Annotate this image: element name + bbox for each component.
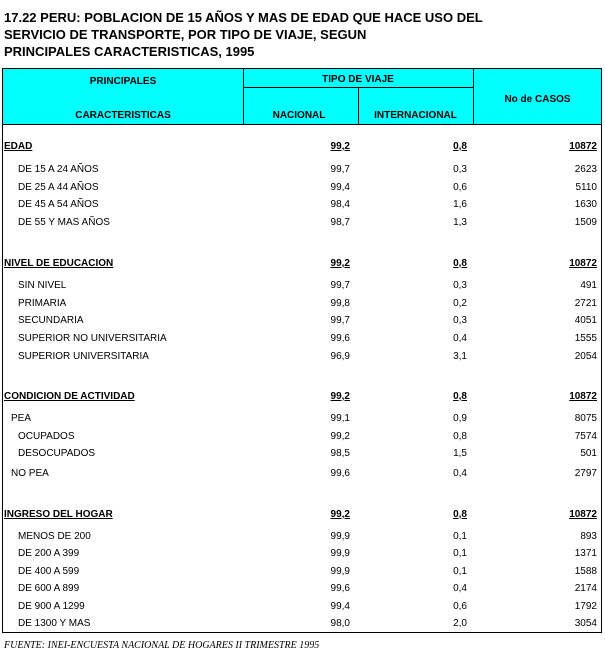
nacional-value: 99,7 <box>330 164 350 175</box>
internacional-value: 0,9 <box>453 413 467 424</box>
row-label: SUPERIOR NO UNIVERSITARIA <box>18 333 167 344</box>
casos-value: 10872 <box>569 141 597 152</box>
nacional-value: 99,6 <box>330 583 350 594</box>
casos-value: 1588 <box>574 566 597 577</box>
table-title <box>4 9 564 60</box>
section-header-row <box>3 255 601 272</box>
casos-value: 893 <box>580 531 597 542</box>
row-label: EDAD <box>4 141 33 152</box>
internacional-value: 1,3 <box>453 217 467 228</box>
row-label: NO PEA <box>11 468 49 479</box>
internacional-value: 0,1 <box>453 566 467 577</box>
table-row <box>3 179 601 196</box>
nacional-value: 99,2 <box>330 509 350 520</box>
internacional-value: 3,1 <box>453 351 467 362</box>
nacional-value: 99,2 <box>330 141 350 152</box>
table-row <box>3 545 601 562</box>
nacional-value: 98,4 <box>330 199 350 210</box>
nacional-value: 98,5 <box>330 448 350 459</box>
table-row <box>3 277 601 294</box>
row-label: DE 600 A 899 <box>18 583 80 594</box>
casos-value: 10872 <box>569 258 597 269</box>
casos-value: 2623 <box>574 164 597 175</box>
internacional-value: 0,2 <box>453 298 467 309</box>
table-row <box>3 295 601 312</box>
row-label: DE 400 A 599 <box>18 566 80 577</box>
internacional-value: 0,1 <box>453 531 467 542</box>
row-label: CONDICION DE ACTIVIDAD <box>4 391 135 402</box>
casos-value: 1509 <box>574 217 597 228</box>
row-label: DE 45 A 54 AÑOS <box>18 199 99 210</box>
title-line-1: 17.22 PERU: POBLACION DE 15 AÑOS Y MAS DE EDAD QUE HACE USO DEL <box>4 10 483 25</box>
row-label: DE 55 Y MAS AÑOS <box>18 217 110 228</box>
table-row <box>3 528 601 545</box>
row-label: DE 200 A 399 <box>18 548 80 559</box>
casos-value: 10872 <box>569 509 597 520</box>
nacional-value: 99,9 <box>330 531 350 542</box>
casos-value: 2174 <box>574 583 597 594</box>
nacional-value: 99,9 <box>330 548 350 559</box>
header-internacional: INTERNACIONAL <box>374 110 457 121</box>
row-label: NIVEL DE EDUCACION <box>4 258 114 269</box>
row-label: DE 1300 Y MAS <box>18 618 91 629</box>
table-row <box>3 598 601 615</box>
casos-value: 1371 <box>574 548 597 559</box>
nacional-value: 99,6 <box>330 333 350 344</box>
casos-value: 2797 <box>574 468 597 479</box>
internacional-value: 0,8 <box>453 141 467 152</box>
internacional-value: 0,6 <box>453 601 467 612</box>
internacional-value: 0,6 <box>453 182 467 193</box>
nacional-value: 99,8 <box>330 298 350 309</box>
casos-value: 8075 <box>574 413 597 424</box>
casos-value: 5110 <box>575 182 597 193</box>
casos-value: 501 <box>580 448 597 459</box>
row-label: OCUPADOS <box>18 431 75 442</box>
row-label: SUPERIOR UNIVERSITARIA <box>18 351 149 362</box>
table-row <box>3 615 601 632</box>
casos-value: 7574 <box>574 431 597 442</box>
table-row <box>3 161 601 178</box>
nacional-value: 99,1 <box>330 413 350 424</box>
nacional-value: 99,9 <box>330 566 350 577</box>
casos-value: 2721 <box>574 298 597 309</box>
section-header-row <box>3 506 601 523</box>
header-principales: PRINCIPALES <box>89 76 157 87</box>
casos-value: 1792 <box>574 601 597 612</box>
internacional-value: 0,8 <box>453 431 467 442</box>
internacional-value: 0,4 <box>453 468 467 479</box>
casos-value: 491 <box>580 280 597 291</box>
header-no-de-casos: No de CASOS <box>504 94 571 105</box>
table-row <box>3 445 601 462</box>
table-row <box>3 330 601 347</box>
header-divider <box>358 88 359 124</box>
table-row <box>3 348 601 365</box>
internacional-value: 0,3 <box>453 164 467 175</box>
nacional-value: 99,6 <box>330 468 350 479</box>
table-row <box>3 410 601 427</box>
row-label: SIN NIVEL <box>18 280 67 291</box>
casos-value: 4051 <box>574 315 597 326</box>
nacional-value: 98,0 <box>330 618 350 629</box>
table-row <box>3 428 601 445</box>
title-line-3: PRINCIPALES CARACTERISTICAS, 1995 <box>4 44 255 59</box>
section-header-row <box>3 138 601 155</box>
table-row <box>3 312 601 329</box>
internacional-value: 0,8 <box>453 258 467 269</box>
internacional-value: 1,5 <box>453 448 467 459</box>
internacional-value: 0,1 <box>453 548 467 559</box>
section-header-row <box>3 388 601 405</box>
nacional-value: 99,4 <box>330 182 350 193</box>
header-caracteristicas: CARACTERISTICAS <box>75 110 171 121</box>
internacional-value: 0,8 <box>453 509 467 520</box>
header-divider <box>473 69 474 124</box>
table-row <box>3 465 601 482</box>
source-note: FUENTE: INEI-ENCUESTA NACIONAL DE HOGARES II TRIMESTRE 1995 <box>4 640 320 651</box>
casos-value: 1630 <box>574 199 597 210</box>
casos-value: 1555 <box>574 333 597 344</box>
casos-value: 2054 <box>574 351 597 362</box>
casos-value: 10872 <box>569 391 597 402</box>
internacional-value: 1,6 <box>453 199 467 210</box>
row-label: DE 25 A 44 AÑOS <box>18 182 99 193</box>
table-row <box>3 196 601 213</box>
header-tipo-de-viaje: TIPO DE VIAJE <box>322 74 394 85</box>
nacional-value: 99,2 <box>330 258 350 269</box>
row-label: INGRESO DEL HOGAR <box>4 509 113 520</box>
casos-value: 3054 <box>574 618 597 629</box>
row-label: DESOCUPADOS <box>18 448 96 459</box>
row-label: MENOS DE 200 <box>18 531 91 542</box>
header-nacional: NACIONAL <box>272 110 326 121</box>
internacional-value: 0,3 <box>453 315 467 326</box>
nacional-value: 99,2 <box>330 391 350 402</box>
header-divider <box>243 87 473 88</box>
table-header <box>3 69 601 125</box>
statistics-table <box>2 68 602 633</box>
row-label: PRIMARIA <box>18 298 67 309</box>
internacional-value: 0,4 <box>453 583 467 594</box>
nacional-value: 99,7 <box>330 315 350 326</box>
nacional-value: 99,4 <box>330 601 350 612</box>
row-label: PEA <box>11 413 32 424</box>
row-label: DE 15 A 24 AÑOS <box>18 164 99 175</box>
table-row <box>3 563 601 580</box>
row-label: DE 900 A 1299 <box>18 601 85 612</box>
internacional-value: 2,0 <box>453 618 467 629</box>
internacional-value: 0,3 <box>453 280 467 291</box>
title-line-2: SERVICIO DE TRANSPORTE, POR TIPO DE VIAJE, SEGUN <box>4 27 367 42</box>
row-label: SECUNDARIA <box>18 315 84 326</box>
header-divider <box>243 69 244 124</box>
nacional-value: 99,7 <box>330 280 350 291</box>
nacional-value: 98,7 <box>330 217 350 228</box>
nacional-value: 99,2 <box>330 431 350 442</box>
internacional-value: 0,4 <box>453 333 467 344</box>
internacional-value: 0,8 <box>453 391 467 402</box>
table-row <box>3 214 601 231</box>
nacional-value: 96,9 <box>330 351 350 362</box>
table-row <box>3 580 601 597</box>
